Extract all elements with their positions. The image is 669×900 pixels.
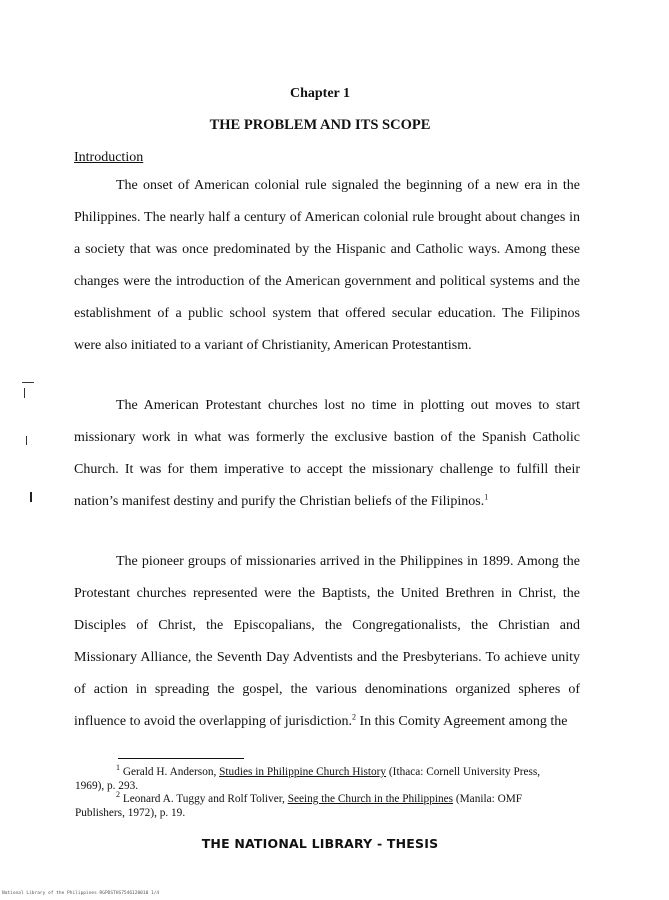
footnote-author: Leonard A. Tuggy and Rolf Toliver, [120,793,288,805]
text-line: Disciples of Christ, the Episcopalians, the Congregationalists, the Christian and [74,618,580,633]
text-line: establishment of a public school system that offered secular education. The Filipinos [74,306,580,321]
text-line: Church. It was for them imperative to accept the missionary challenge to fulfill their [74,462,580,477]
text-line [74,714,580,730]
footnote-continuation: Publishers, 1972), p. 19. [75,807,186,819]
footnote-divider [118,758,244,759]
scan-footer: National Library of the Philippines RGPDSTHS7546120010 1/4 [2,891,160,896]
scan-artifact-mark [26,436,27,445]
footnote-continuation: 1969), p. 293. [75,780,139,792]
text-line: of action in spreading the gospel, the various denominations organized spheres of [74,682,580,697]
footnote-number: 1 [116,763,120,773]
text-segment: influence to avoid the overlapping of jurisdiction. [74,714,352,729]
footnote-ref-2: 2 [351,712,356,722]
text-line: a society that was once predominated by the Hispanic and Catholic ways. Among these [74,242,580,257]
text-segment: nation’s manifest destiny and purify the Christian beliefs of the Filipinos. [74,494,485,509]
footnote-publisher: (Manila: OMF [453,793,523,805]
footnote-book-title: Seeing the Church in the Philippines [287,793,454,805]
footnote-book-title: Studies in Philippine Church History [219,766,387,778]
footnote-publisher: (Ithaca: Cornell University Press, [386,766,541,778]
scan-artifact-mark [30,492,32,502]
text-line: Missionary Alliance, the Seventh Day Adventists and the Presbyterians. To achieve unity [74,650,580,665]
footnote-number: 2 [116,790,120,800]
text-line: The American Protestant churches lost no time in plotting out moves to start [116,398,580,413]
text-line: Philippines. The nearly half a century of American colonial rule brought about changes in [74,210,580,225]
footnote-ref-1: 1 [484,492,489,502]
text-line: The onset of American colonial rule signaled the beginning of a new era in the [116,178,580,193]
footnote-author: Gerald H. Anderson, [120,766,220,778]
text-line [74,494,580,510]
text-line: Protestant churches represented were the Baptists, the United Brethren in Christ, the [74,586,580,601]
text-line: The pioneer groups of missionaries arrived in the Philippines in 1899. Among the [116,554,580,569]
text-segment: In this Comity Agreement among the [355,714,568,729]
chapter-label: Chapter 1 [289,86,351,101]
text-line: missionary work in what was formerly the exclusive bastion of the Spanish Catholic [74,430,580,445]
chapter-title: THE PROBLEM AND ITS SCOPE [209,117,431,133]
library-stamp: THE NATIONAL LIBRARY - THESIS [201,836,439,851]
scan-artifact-mark [24,388,25,398]
text-line: were also initiated to a variant of Christianity, American Protestantism. [74,338,472,353]
text-line: changes were the introduction of the American government and political systems and the [74,274,580,289]
scan-artifact-mark [22,382,34,383]
section-heading: Introduction [74,150,144,165]
